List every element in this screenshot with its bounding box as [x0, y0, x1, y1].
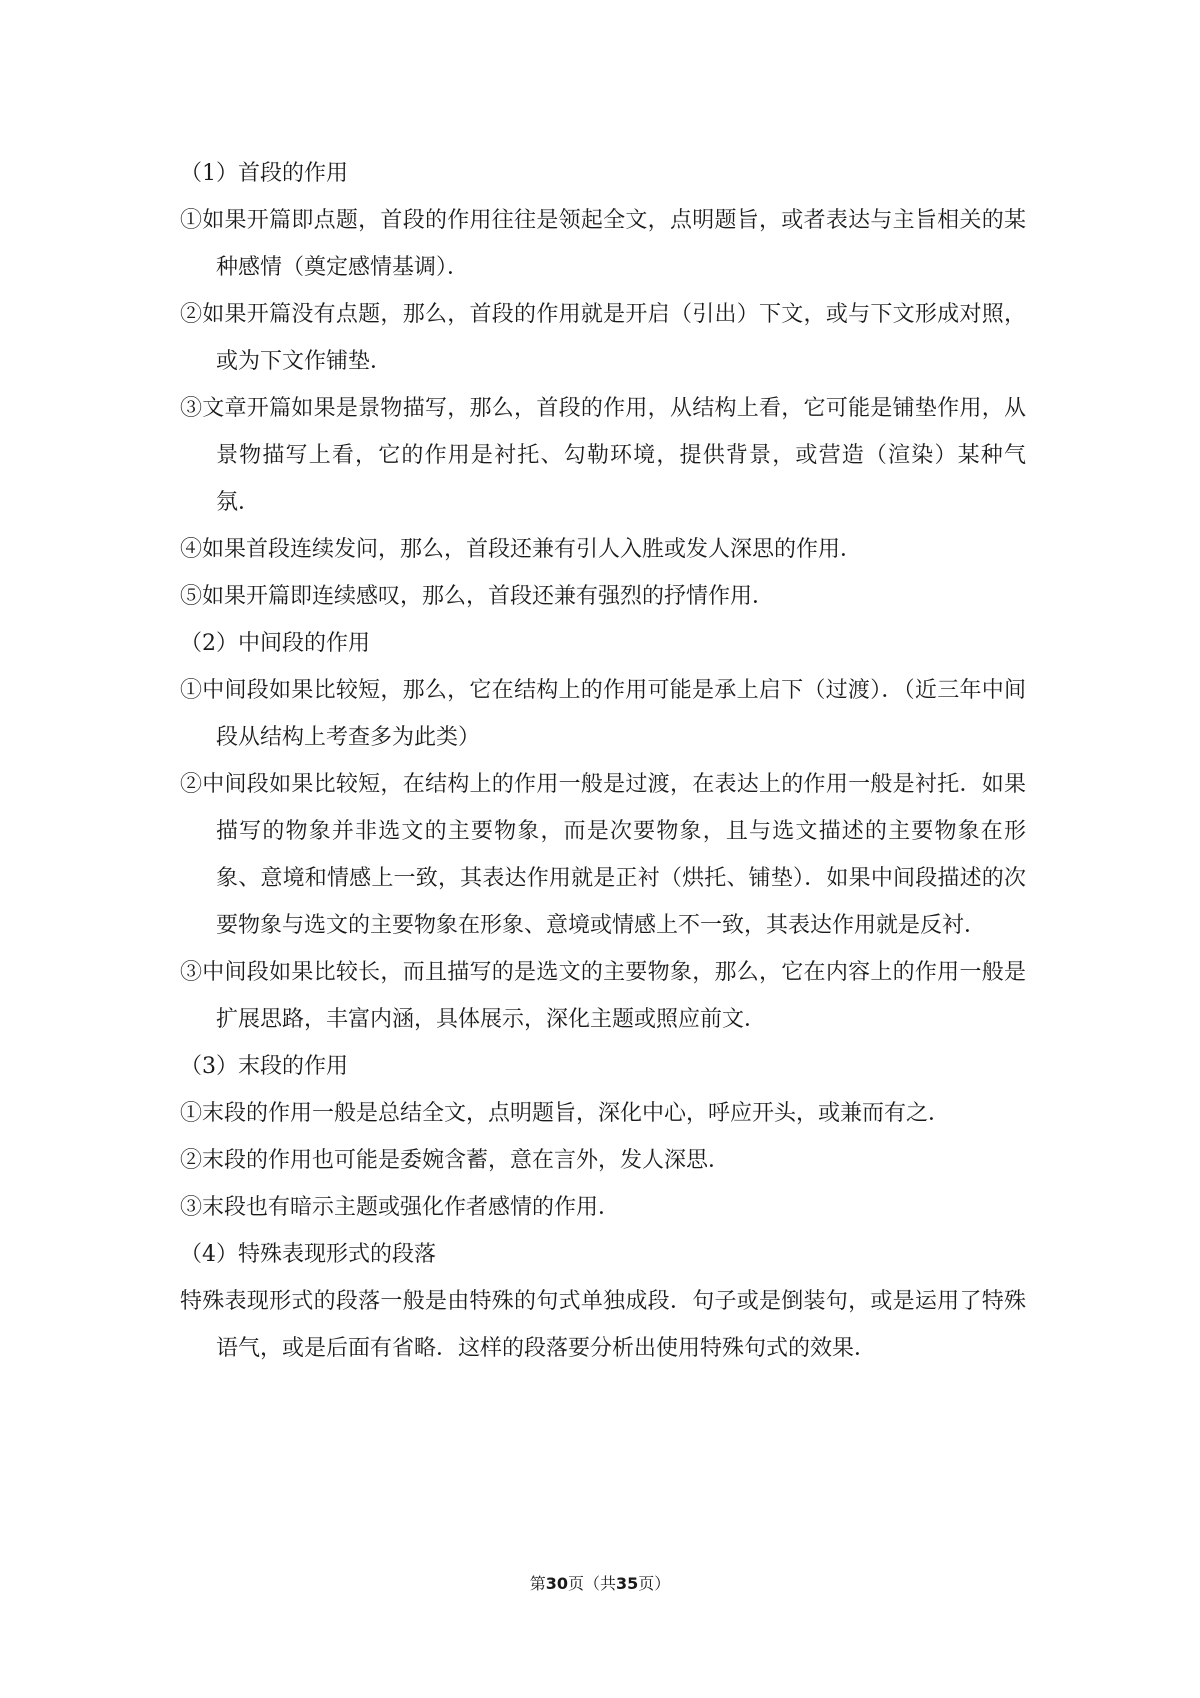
- list-item: ②如果开篇没有点题，那么，首段的作用就是开启（引出）下文，或与下文形成对照，或为下文作铺垫．: [180, 302, 1026, 374]
- list-item: ③末段也有暗示主题或强化作者感情的作用．: [180, 1195, 621, 1220]
- list-item: ②中间段如果比较短，在结构上的作用一般是过渡，在表达上的作用一般是衬托．如果描写的物象并非选文的主要物象，而是次要物象，且与选文描述的主要物象在形象、意境和情感上一致，其表达作用就是正衬（烘托、铺垫）．如果中间段描述的次要物象与选文的主要物象在形象、意境或情感上不一致，其表达作用就是反衬．: [180, 772, 1026, 938]
- footer-middle: 页（共: [567, 1574, 616, 1593]
- document-body: [180, 150, 1026, 1372]
- footer-suffix: 页）: [638, 1574, 671, 1593]
- list-item: ③中间段如果比较长，而且描写的是选文的主要物象，那么，它在内容上的作用一般是扩展思路，丰富内涵，具体展示，深化主题或照应前文．: [180, 960, 1026, 1032]
- section-special-paragraph: [180, 1231, 1026, 1372]
- section-first-paragraph: [180, 150, 1026, 620]
- list-item: 特殊表现形式的段落一般是由特殊的句式单独成段．句子或是倒装句，或是运用了特殊语气，或是后面有省略．这样的段落要分析出使用特殊句式的效果．: [180, 1289, 1026, 1361]
- list-item: ①中间段如果比较短，那么，它在结构上的作用可能是承上启下（过渡）．（近三年中间段从结构上考查多为此类）: [180, 678, 1026, 750]
- section-middle-paragraph: [180, 620, 1026, 1043]
- list-item: ①如果开篇即点题，首段的作用往往是领起全文，点明题旨，或者表达与主旨相关的某种感情（奠定感情基调）．: [180, 208, 1026, 280]
- section-heading: （2）中间段的作用: [180, 631, 370, 656]
- list-item: ②末段的作用也可能是委婉含蓄，意在言外，发人深思．: [180, 1148, 731, 1173]
- section-heading: （4）特殊表现形式的段落: [180, 1242, 436, 1267]
- section-last-paragraph: [180, 1043, 1026, 1231]
- page-footer: [0, 1572, 1200, 1596]
- total-pages: 35: [616, 1574, 639, 1593]
- page-number: 30: [545, 1574, 568, 1593]
- section-heading: （3）末段的作用: [180, 1054, 348, 1079]
- list-item: ④如果首段连续发问，那么，首段还兼有引人入胜或发人深思的作用．: [180, 537, 863, 562]
- footer-prefix: 第: [529, 1574, 546, 1593]
- section-heading: （1）首段的作用: [180, 161, 348, 186]
- list-item: ①末段的作用一般是总结全文，点明题旨，深化中心，呼应开头，或兼而有之．: [180, 1101, 951, 1126]
- list-item: ⑤如果开篇即连续感叹，那么，首段还兼有强烈的抒情作用．: [180, 584, 775, 609]
- list-item: ③文章开篇如果是景物描写，那么，首段的作用，从结构上看，它可能是铺垫作用，从景物描写上看，它的作用是衬托、勾勒环境，提供背景，或营造（渲染）某种气氛．: [180, 396, 1026, 515]
